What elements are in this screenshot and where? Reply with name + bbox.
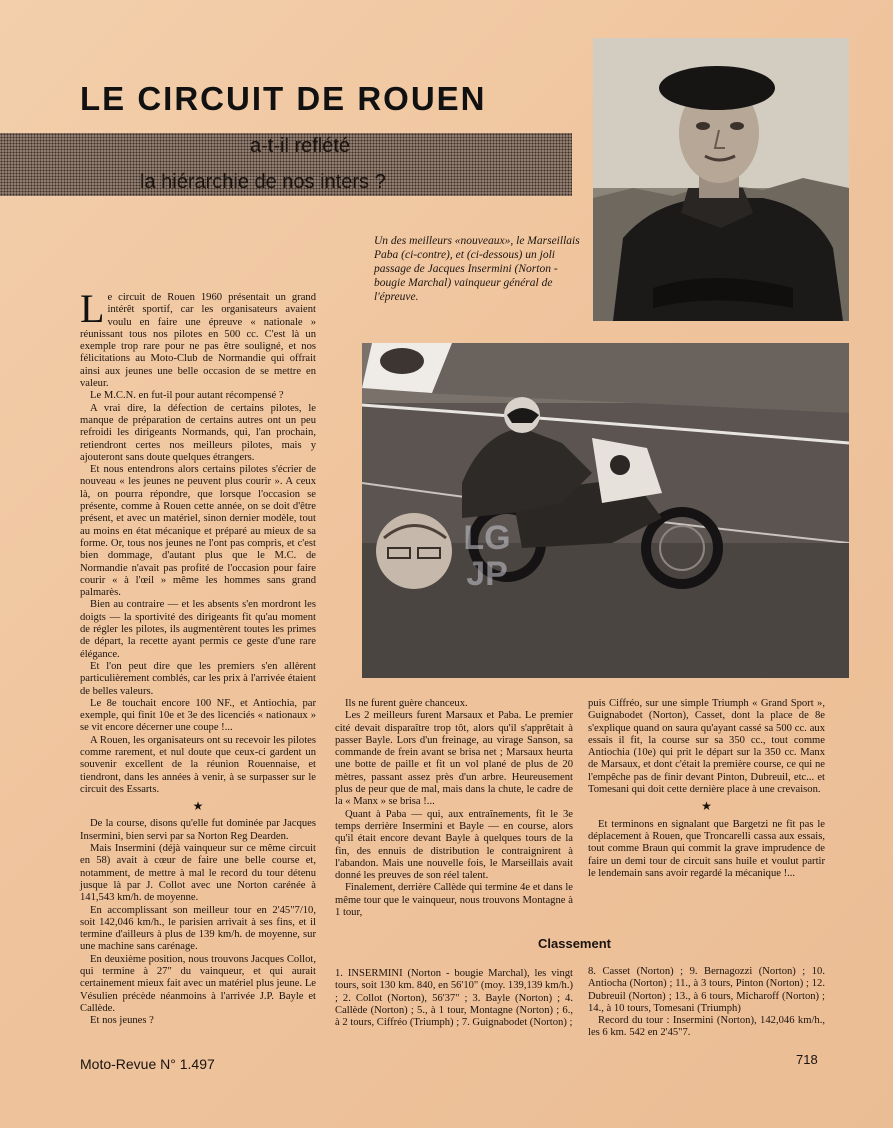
portrait-photo [593,38,849,321]
photo-caption: Un des meilleurs «nouveaux», le Marseillais Paba (ci-contre), et (ci-dessous) un joli passage de Jacques Insermini (Norton - bougie Marchal) vainqueur général de l'épreuve. [374,235,580,303]
classement-results-text: 8. Casset (Norton) ; 9. Bernagozzi (Norton) ; 10. Antiocha (Norton) ; 11., à 3 tours, Pinton (Norton) ; 12. Dubreuil (Norton) ; 13., à 6 tours, Micharoff (Norton) ; 14., à 10 tours, Tomesani (Triumph) [588,966,825,1014]
classement-results-left: 1. INSERMINI (Norton - bougie Marchal), les vingt tours, soit 130 km. 840, en 56'10" (moy. 139,139 km/h.) ; 2. Collot (Norton), 56'37" ; 3. Bayle (Norton) ; 4. Callède (Norton) ; 5., à 1 tour, Montagne (Norton) ; 6., à 2 tours, Ciffréo (Triumph) ; 7. Guignabodet (Norton) ; [335,968,573,1029]
paragraph: En deuxième position, nous trouvons Jacques Collot, qui termine à 27" du vainqueur, et qui aurait certainement mieux fait avec un matériel plus jeune. Le Vésulien précède néanmoins à l'arrivée J.P. Bayle et Callède. [80,953,316,1014]
paragraph: puis Ciffréo, sur une simple Triumph « Grand Sport », Guignabodet (Norton), Casset, dont la place de 8e s'explique quand on saura qu'ayant cassé sa 500 cc. aux essais il fit, la course sur sa 350 cc., tout comme Antiochia (10e) qui prit le départ sur la 350 cc. Manx de Marsaux, et dont c'était la première course, ce qui ne l'empêche pas de finir devant Pinton, Dubreuil, etc... et Tomesani qui doit cette dernière place à une crevaison. [588,698,825,796]
subtitle-line-2: la hiérarchie de nos inters ? [140,171,386,193]
classement-heading: Classement [538,936,611,951]
section-star: ★ [701,799,712,814]
paragraph: En accomplissant son meilleur tour en 2'45"7/10, soit 142,046 km/h., le parisien arrivait à ses fins, et il termine d'ailleurs à plus de 139 km/h. de moyenne, sur une machine sans carénage. [80,904,316,953]
article-column-1 [80,286,316,1028]
article-column-2 [335,698,573,919]
watermark-logo: LG JP [463,519,511,593]
race-illustration [362,343,849,678]
paragraph: De la course, disons qu'elle fut dominée par Jacques Insermini, bien servi par sa Norton Reg Dearden. [80,818,316,842]
magazine-issue: Moto-Revue N° 1.497 [80,1056,215,1072]
paragraph: A vrai dire, la défection de certains pilotes, le manque de préparation de certains autres ont un peu refroidi les dirigeants Normands, qui, l'an prochain, retiendront certes nos meilleurs pilotes, mais y ajouteront sans doute quelques étrangers. [80,402,316,463]
race-photo [362,343,849,678]
paragraph: Le 8e touchait encore 100 NF., et Antiochia, par exemple, qui finit 10e et 3e des licenciés « nationaux » se vit encore décerner une coupe !... [80,697,316,734]
article-title: LE CIRCUIT DE ROUEN [80,80,487,117]
paragraph: Et nos jeunes ? [90,1015,154,1027]
drop-cap: L [80,286,105,331]
paragraph: Bien au contraire — et les absents s'en mordront les doigts — la sportivité des dirigeants fit qu'au moment de régler les pilotes, ils augmentèrent toutes les primes de départ, la recette ayant permis ce geste d'une rare élégance. [80,599,316,660]
section-star: ★ [192,799,204,814]
paragraph: Le M.C.N. en fut-il pour autant récompensé ? [90,390,284,402]
portrait-illustration [593,38,849,321]
paragraph: Finalement, derrière Callède qui termine 4e et dans le même tour que le vainqueur, nous trouvons Montagne à 1 tour, [335,882,573,919]
subtitle-line-1: a-t-il reflété [250,135,351,157]
paragraph: A Rouen, les organisateurs ont su recevoir les pilotes comme rarement, et nul doute que ceux-ci gardent un souvenir excellent de la réunion Rouennaise, et tiendront, dans les années à venir, à se surpasser sur le circuit des Essarts. [80,734,316,795]
classement-results-right [588,966,825,1040]
page-number: 718 [796,1052,818,1067]
paragraph: Les 2 meilleurs furent Marsaux et Paba. Le premier cité devait disparaître trop tôt, alors qu'il s'apprêtait à passer Bayle. Lors d'un freinage, au virage Sanson, sa commande de frein avant se brisa net ; Marsaux heurta une botte de paille et fit un vol plané de plus de 20 mètres, passant assez près d'un arbre. Heureusement plus de peur que de mal, mais dans la chute, le cadre de la « Manx » se brisa !... [335,710,573,808]
paragraph: Quant à Paba — qui, aux entraînements, fit le 3e temps derrière Insermini et Bayle — en course, alors qu'il était encore devant Bayle à quelques tours de la fin, des ennuis de distribution le contraignirent à l'abandon. Mais une nouvelle fois, le Marseillais avait donné les preuves de son réel talent. [335,808,573,882]
lap-record: Record du tour : Insermini (Norton), 142,046 km/h., les 6 km. 542 en 2'45"7. [588,1015,825,1039]
paragraph: Le circuit de Rouen 1960 présentait un grand intérêt sportif, car les organisateurs avaient voulu en faire une épreuve « nationale » réunissant tous nos pilotes en 500 cc. C'est là un exemple trop rare pour ne pas être souligné, et nos félicitations au Moto-Club de Normandie qui offrait ainsi aux jeunes une belle occasion de se mettre en valeur. [80,286,316,390]
article-column-3 [588,698,825,880]
paragraph: Et nous entendrons alors certains pilotes s'écrier de nouveau « les jeunes ne peuvent plus courir ». A ceux là, on pourra répondre, que lorsque l'occasion se présente, comme à Rouen cette année, on se doit d'être présent, et avec un matériel, sinon dernier modèle, tout au moins en état mécanique et préparé au mieux de sa forme. Or, tous nos jeunes ne l'ont pas compris, et c'est bien dommage, d'autant plus que le M.C. de Normandie n'avait pas profité de l'occasion pour faire courir « à l'œil » même les hommes sans grand palmarès. [80,464,316,599]
paragraph: Mais Insermini (déjà vainqueur sur ce même circuit en 58) avait à cœur de faire une belle course et, notamment, de mettre à mal le record du tour détenu jusque là par J. Collot avec une Norton carénée à 141,543 km/h. de moyenne. [80,843,316,904]
paragraph: Ils ne furent guère chanceux. [345,698,468,709]
paragraph: Et l'on peut dire que les premiers s'en allèrent particulièrement comblés, car les prix à l'arrivée étaient de belles valeurs. [80,660,316,697]
paragraph: Et terminons en signalant que Bargetzi ne fit pas le déplacement à Rouen, que Troncarelli cassa aux essais, tout comme Braun qui commit la grave imprudence de faire un demi tour de circuit sans huile et voulut partir le lendemain sans avoir regardé la mécanique !... [588,818,825,879]
